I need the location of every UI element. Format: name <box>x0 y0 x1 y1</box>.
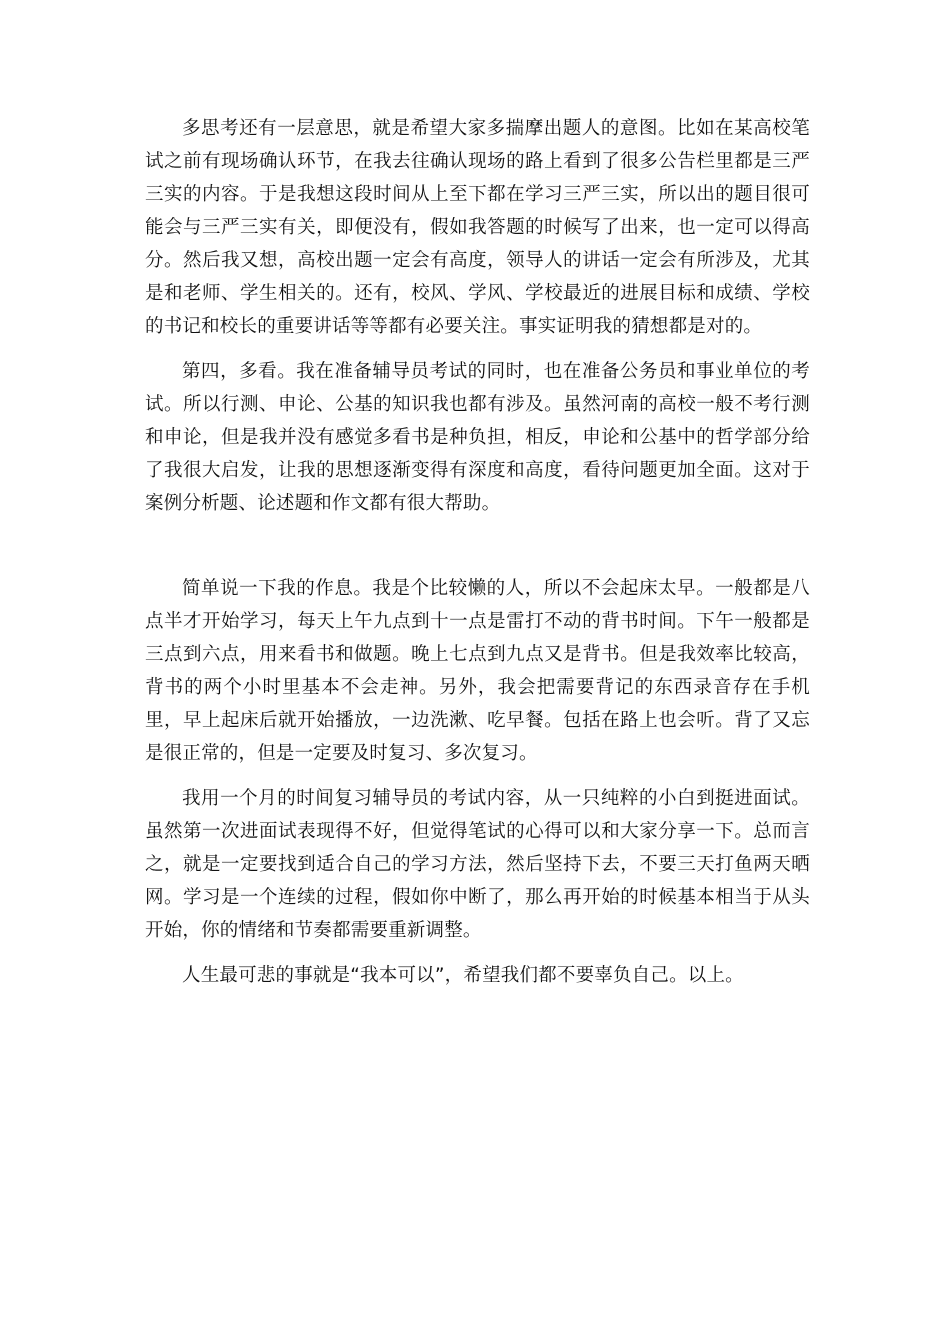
paragraph-summary: 我用一个月的时间复习辅导员的考试内容，从一只纯粹的小白到挺进面试。虽然第一次进面试表现得不好，但觉得笔试的心得可以和大家分享一下。总而言之，就是一定要找到适合自己的学习方法，然后坚持下去，不要三天打鱼两天晒网。学习是一个连续的过程，假如你中断了，那么再开始的时候基本相当于从头开始，你的情绪和节奏都需要重新调整。 <box>145 788 810 941</box>
document-body <box>145 112 810 1004</box>
paragraph-read-more: 第四，多看。我在准备辅导员考试的同时，也在准备公务员和事业单位的考试。所以行测、申论、公基的知识我也都有涉及。虽然河南的高校一般不考行测和申论，但是我并没有感觉多看书是种负担，相反，申论和公基中的哲学部分给了我很大启发，让我的思想逐渐变得有深度和高度，看待问题更加全面。这对于案例分析题、论述题和作文都有很大帮助。 <box>145 361 810 514</box>
paragraph-closing: 人生最可悲的事就是“我本可以”，希望我们都不要辜负自己。以上。 <box>182 965 744 986</box>
paragraph-think-more: 多思考还有一层意思，就是希望大家多揣摩出题人的意图。比如在某高校笔试之前有现场确认环节，在我去往确认现场的路上看到了很多公告栏里都是三严三实的内容。于是我想这段时间从上至下都在学习三严三实，所以出的题目很可能会与三严三实有关，即便没有，假如我答题的时候写了出来，也一定可以得高分。然后我又想，高校出题一定会有高度，领导人的讲话一定会有所涉及，尤其是和老师、学生相关的。还有，校风、学风、学校最近的进展目标和成绩、学校的书记和校长的重要讲话等等都有必要关注。事实证明我的猜想都是对的。 <box>145 118 810 337</box>
paragraph-daily-schedule: 简单说一下我的作息。我是个比较懒的人，所以不会起床太早。一般都是八点半才开始学习，每天上午九点到十一点是雷打不动的背书时间。下午一般都是三点到六点，用来看书和做题。晚上七点到九点又是背书。但是我效率比较高，背书的两个小时里基本不会走神。另外，我会把需要背记的东西录音存在手机里，早上起床后就开始播放，一边洗漱、吃早餐。包括在路上也会听。背了又忘是很正常的，但是一定要及时复习、多次复习。 <box>145 578 810 764</box>
